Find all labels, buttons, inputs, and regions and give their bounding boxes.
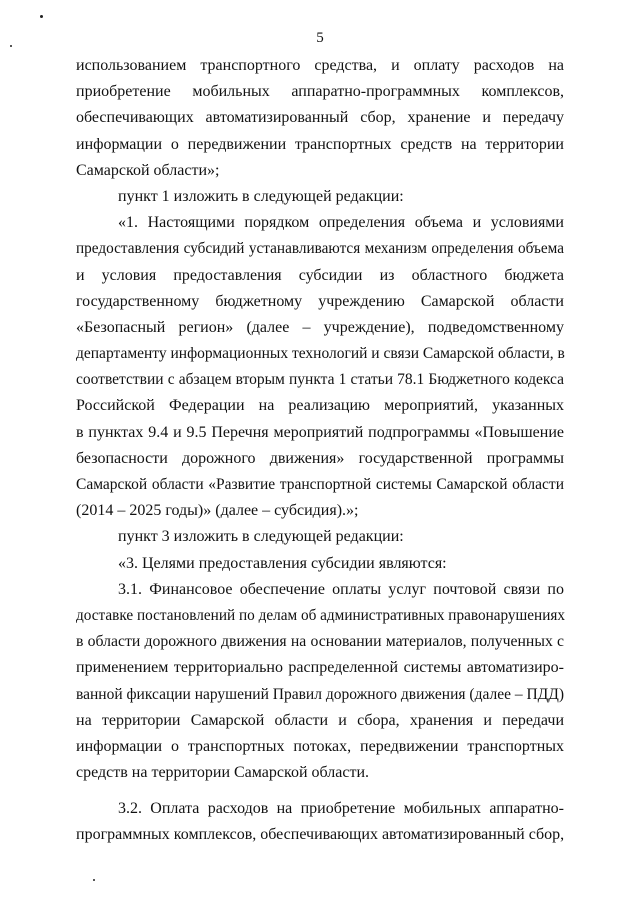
text-line: информации о передвижении транспортных средств на территории bbox=[76, 135, 564, 153]
page-number: 5 bbox=[316, 30, 324, 46]
text-line: пункт 3 изложить в следующей редакции: bbox=[118, 528, 404, 546]
text-line: доставке постановлений по делам об административных правонарушениях bbox=[76, 606, 566, 624]
text-line: «1. Настоящими порядком определения объема и условиями bbox=[118, 214, 564, 232]
text-line: средств на территории Самарской области. bbox=[76, 764, 370, 782]
scan-speck bbox=[10, 45, 12, 47]
text-line: департаменту информационных технологий и связи Самарской области, в bbox=[76, 345, 565, 363]
text-line: ванной фиксации нарушений Правил дорожного движения (далее – ПДД) bbox=[76, 685, 564, 703]
text-line: применением территориально распределенной системы автоматизиро- bbox=[76, 659, 564, 677]
text-line: «3. Целями предоставления субсидии являются: bbox=[118, 554, 447, 572]
document-body bbox=[76, 53, 564, 849]
text-line: безопасности дорожного движения» государственной программы bbox=[76, 449, 564, 467]
text-line: в пунктах 9.4 и 9.5 Перечня мероприятий подпрограммы «Повышение bbox=[76, 423, 564, 441]
text-line: 3.1. Финансовое обеспечение оплаты услуг почтовой связи по bbox=[118, 580, 564, 598]
text-line: Самарской области»; bbox=[76, 161, 220, 179]
scan-speck bbox=[93, 879, 95, 881]
text-line: Самарской области «Развитие транспортной системы Самарской области bbox=[76, 476, 564, 493]
text-line: программных комплексов, обеспечивающих автоматизированный сбор, bbox=[76, 826, 565, 844]
text-line: информации о транспортных потоках, передвижении транспортных bbox=[76, 737, 564, 755]
text-line: соответствии с абзацем вторым пункта 1 статьи 78.1 Бюджетного кодекса bbox=[76, 371, 564, 389]
text-line: и условия предоставления субсидии из областного бюджета bbox=[76, 266, 564, 284]
text-line: предоставления субсидий устанавливаются механизм определения объема bbox=[76, 240, 564, 258]
text-line: использованием транспортного средства, и оплату расходов на bbox=[76, 57, 564, 74]
text-line: (2014 – 2025 годы)» (далее – субсидия).»; bbox=[76, 502, 359, 520]
text-line: приобретение мобильных аппаратно-программных комплексов, bbox=[76, 83, 564, 101]
text-line: пункт 1 изложить в следующей редакции: bbox=[118, 187, 404, 205]
text-line: в области дорожного движения на основании материалов, полученных с bbox=[76, 633, 564, 651]
paragraph-gap bbox=[76, 786, 564, 796]
text-line: 3.2. Оплата расходов на приобретение мобильных аппаратно- bbox=[118, 800, 564, 818]
text-line: «Безопасный регион» (далее – учреждение), подведомственному bbox=[76, 318, 564, 336]
text-line: государственному бюджетному учреждению Самарской области bbox=[76, 292, 564, 310]
scan-speck bbox=[40, 15, 43, 18]
text-line: Российской Федерации на реализацию мероприятий, указанных bbox=[76, 397, 564, 415]
text-line: обеспечивающих автоматизированный сбор, хранение и передачу bbox=[76, 109, 564, 127]
text-line: на территории Самарской области и сбора, хранения и передачи bbox=[76, 711, 564, 729]
